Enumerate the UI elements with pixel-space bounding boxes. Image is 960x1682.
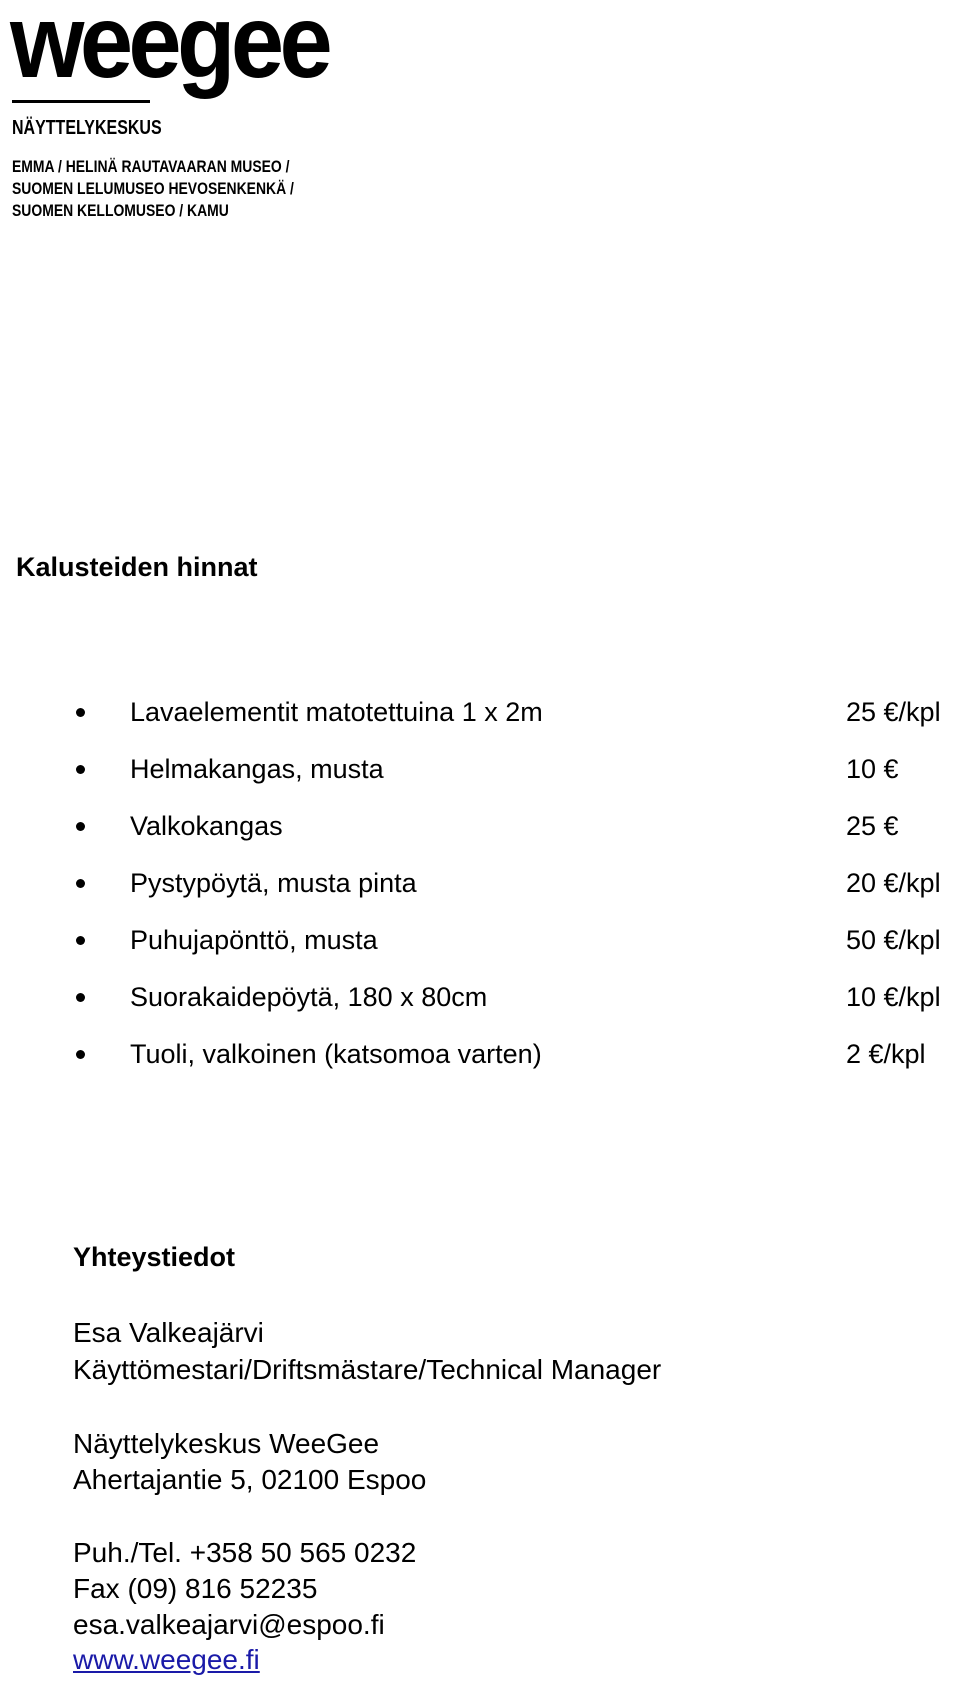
bullet-icon — [76, 936, 85, 945]
logo-divider — [12, 100, 150, 103]
contact-email: esa.valkeajarvi@espoo.fi — [73, 1609, 385, 1640]
logo-line-2: SUOMEN LELUMUSEO HEVOSENKENKÄ / — [12, 179, 294, 198]
item-price: 20 €/kpl — [846, 868, 941, 898]
section-title: Kalusteiden hinnat — [16, 552, 258, 582]
bullet-icon — [76, 822, 85, 831]
contact-organization: Näyttelykeskus WeeGee — [73, 1428, 380, 1459]
bullet-icon — [76, 708, 85, 717]
bullet-icon — [76, 765, 85, 774]
contact-address: Ahertajantie 5, 02100 Espoo — [73, 1464, 427, 1495]
contact-title: Yhteystiedot — [73, 1242, 236, 1272]
item-price: 2 €/kpl — [846, 1039, 926, 1069]
list-item — [0, 983, 960, 1040]
list-item — [0, 869, 960, 926]
list-item — [0, 698, 960, 755]
list-item — [0, 1040, 960, 1097]
bullet-icon — [76, 993, 85, 1002]
website-link[interactable]: www.weegee.fi — [73, 1644, 260, 1675]
contact-fax: Fax (09) 816 52235 — [73, 1573, 318, 1604]
logo-line-1: EMMA / HELINÄ RAUTAVAARAN MUSEO / — [12, 157, 290, 176]
bullet-icon — [76, 879, 85, 888]
list-item — [0, 755, 960, 812]
item-name: Puhujapönttö, musta — [130, 925, 378, 955]
price-list — [0, 698, 960, 1097]
item-price: 25 € — [846, 811, 899, 841]
logo-wordmark: weegee — [10, 0, 329, 100]
item-price: 10 €/kpl — [846, 982, 941, 1012]
logo-line-3: SUOMEN KELLOMUSEO / KAMU — [12, 201, 229, 220]
item-price: 50 €/kpl — [846, 925, 941, 955]
item-name: Pystypöytä, musta pinta — [130, 868, 417, 898]
item-name: Valkokangas — [130, 811, 283, 841]
item-name: Suorakaidepöytä, 180 x 80cm — [130, 982, 488, 1012]
item-name: Helmakangas, musta — [130, 754, 384, 784]
bullet-icon — [76, 1050, 85, 1059]
contact-phone: Puh./Tel. +358 50 565 0232 — [73, 1537, 417, 1568]
contact-role: Käyttömestari/Driftsmästare/Technical Manager — [73, 1354, 662, 1385]
list-item — [0, 926, 960, 983]
item-name: Tuoli, valkoinen (katsomoa varten) — [130, 1039, 542, 1069]
contact-name: Esa Valkeajärvi — [73, 1317, 264, 1348]
item-price: 25 €/kpl — [846, 697, 941, 727]
list-item — [0, 812, 960, 869]
logo-subtitle: NÄYTTELYKESKUS — [12, 117, 162, 139]
item-name: Lavaelementit matotettuina 1 x 2m — [130, 697, 543, 727]
item-price: 10 € — [846, 754, 899, 784]
